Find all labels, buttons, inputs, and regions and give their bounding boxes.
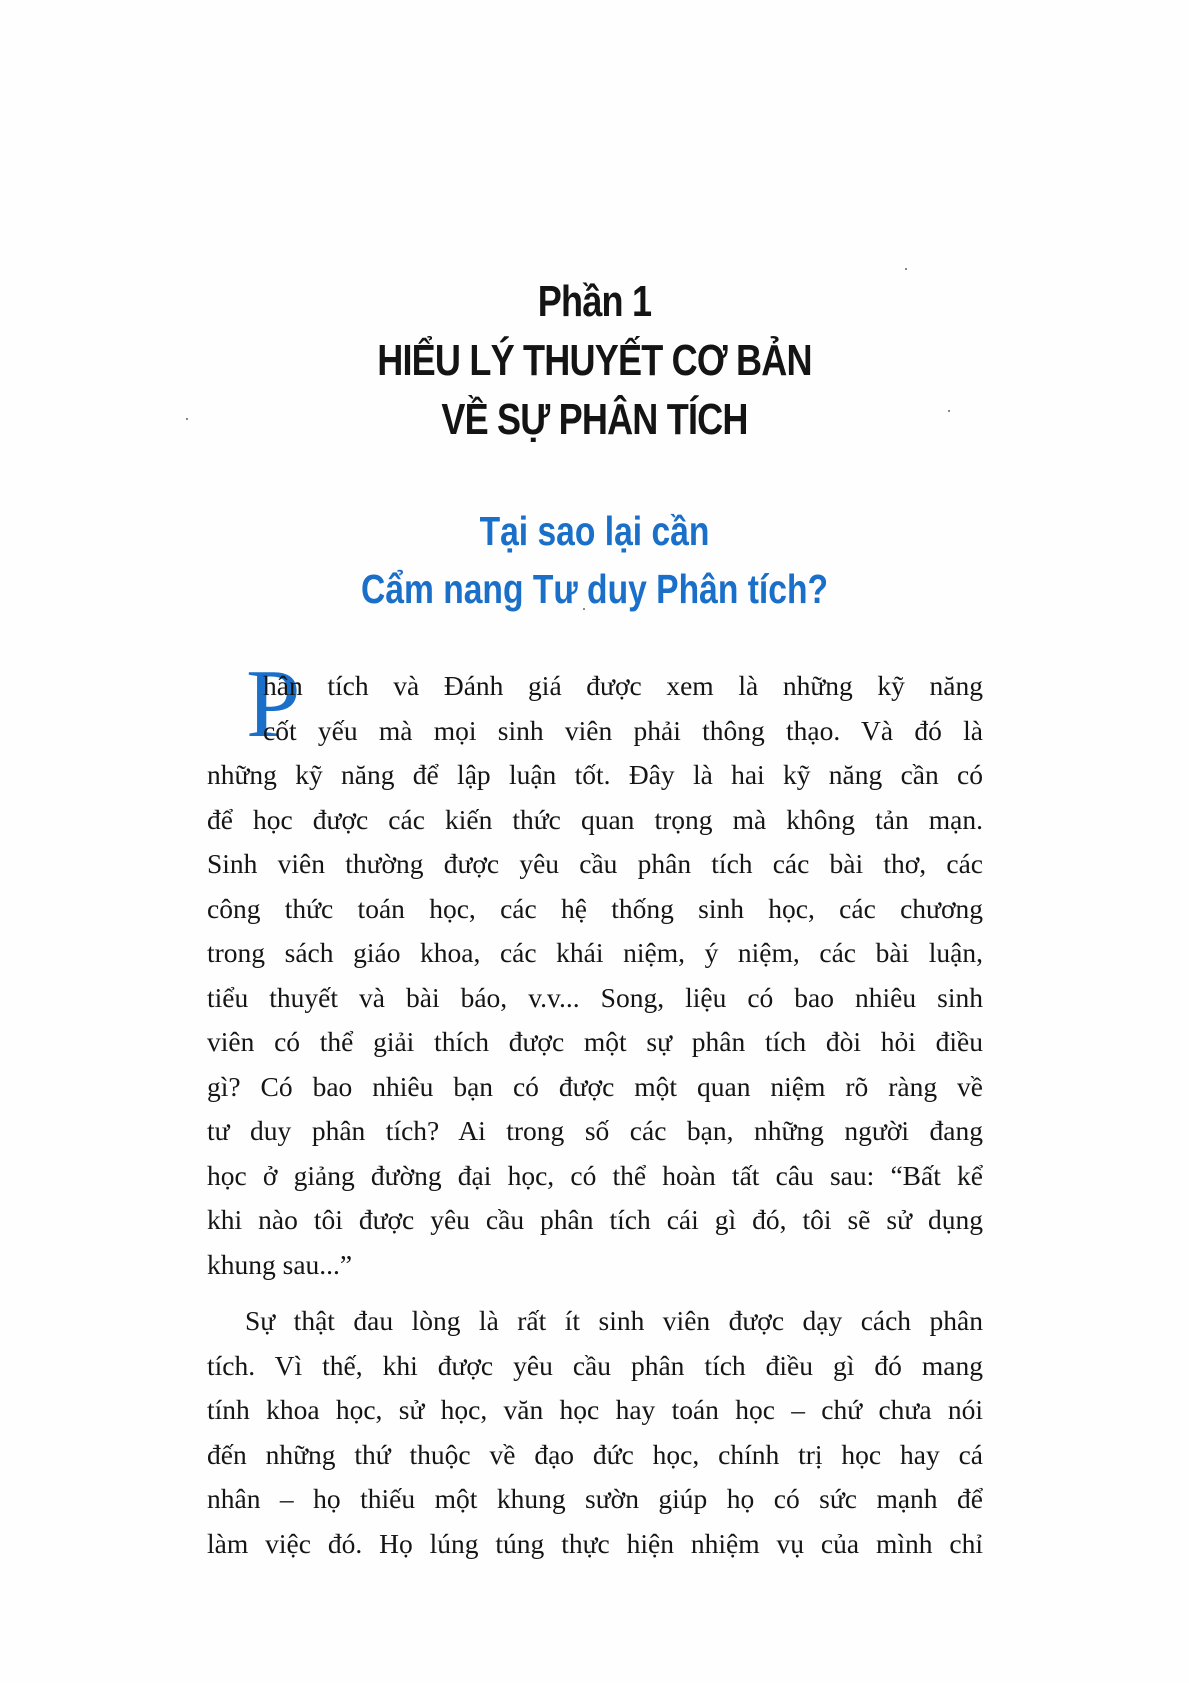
text-line: Sinh viên thường được yêu cầu phân tích các bài thơ, các [207, 848, 983, 879]
body-text [207, 650, 983, 1566]
part-title-line-1: HIỂU LÝ THUYẾT CƠ BẢN [377, 336, 812, 385]
paragraph-2 [207, 1299, 983, 1566]
text-line: đến những thứ thuộc về đạo đức học, chính trị học hay cá [207, 1438, 983, 1470]
part-heading [0, 272, 1189, 449]
text-line: gì? Có bao nhiêu bạn có được một quan niệm rõ ràng về [207, 1070, 983, 1102]
drop-cap: P [246, 650, 301, 758]
chapter-title-line-1: Tại sao lại cần [479, 508, 710, 554]
text-line: cốt yếu mà mọi sinh viên phải thông thạo. Và đó là [263, 714, 983, 746]
text-line: công thức toán học, các hệ thống sinh học, các chương [207, 892, 983, 924]
text-line: Sự thật đau lòng là rất ít sinh viên được dạy cách phân [245, 1305, 983, 1336]
part-label: Phần 1 [537, 277, 652, 326]
text-line: tiểu thuyết và bài báo, v.v... Song, liệu có bao nhiêu sinh [207, 981, 983, 1013]
text-line: để học được các kiến thức quan trọng mà không tản mạn. [207, 803, 983, 835]
text-line: tư duy phân tích? Ai trong số các bạn, những người đang [207, 1115, 983, 1146]
text-line: tích. Vì thế, khi được yêu cầu phân tích điều gì đó mang [207, 1349, 983, 1381]
text-line: khi nào tôi được yêu cầu phân tích cái gì đó, tôi sẽ sử dụng [207, 1204, 983, 1235]
text-line: viên có thể giải thích được một sự phân tích đòi hỏi điều [207, 1026, 983, 1057]
part-title-line-2: VỀ SỰ PHÂN TÍCH [441, 395, 748, 444]
text-line: học ở giảng đường đại học, có thể hoàn tất câu sau: “Bất kể [207, 1159, 983, 1191]
text-line: khung sau...” [207, 1248, 353, 1280]
text-line: tính khoa học, sử học, văn học hay toán học – chứ chưa nói [207, 1394, 983, 1425]
text-line: hân tích và Đánh giá được xem là những kỹ năng [263, 670, 983, 701]
paragraph-1 [207, 650, 983, 1287]
scan-speck [905, 268, 907, 270]
text-line: nhân – họ thiếu một khung sườn giúp họ có sức mạnh để [207, 1483, 983, 1514]
chapter-title [0, 502, 1189, 618]
text-line: trong sách giáo khoa, các khái niệm, ý niệm, các bài luận, [207, 937, 983, 968]
text-line: những kỹ năng để lập luận tốt. Đây là hai kỹ năng cần có [207, 759, 983, 790]
chapter-title-line-2: Cẩm nang Tư duy Phân tích? [360, 566, 829, 612]
text-line: làm việc đó. Họ lúng túng thực hiện nhiệm vụ của mình chỉ [207, 1527, 983, 1559]
